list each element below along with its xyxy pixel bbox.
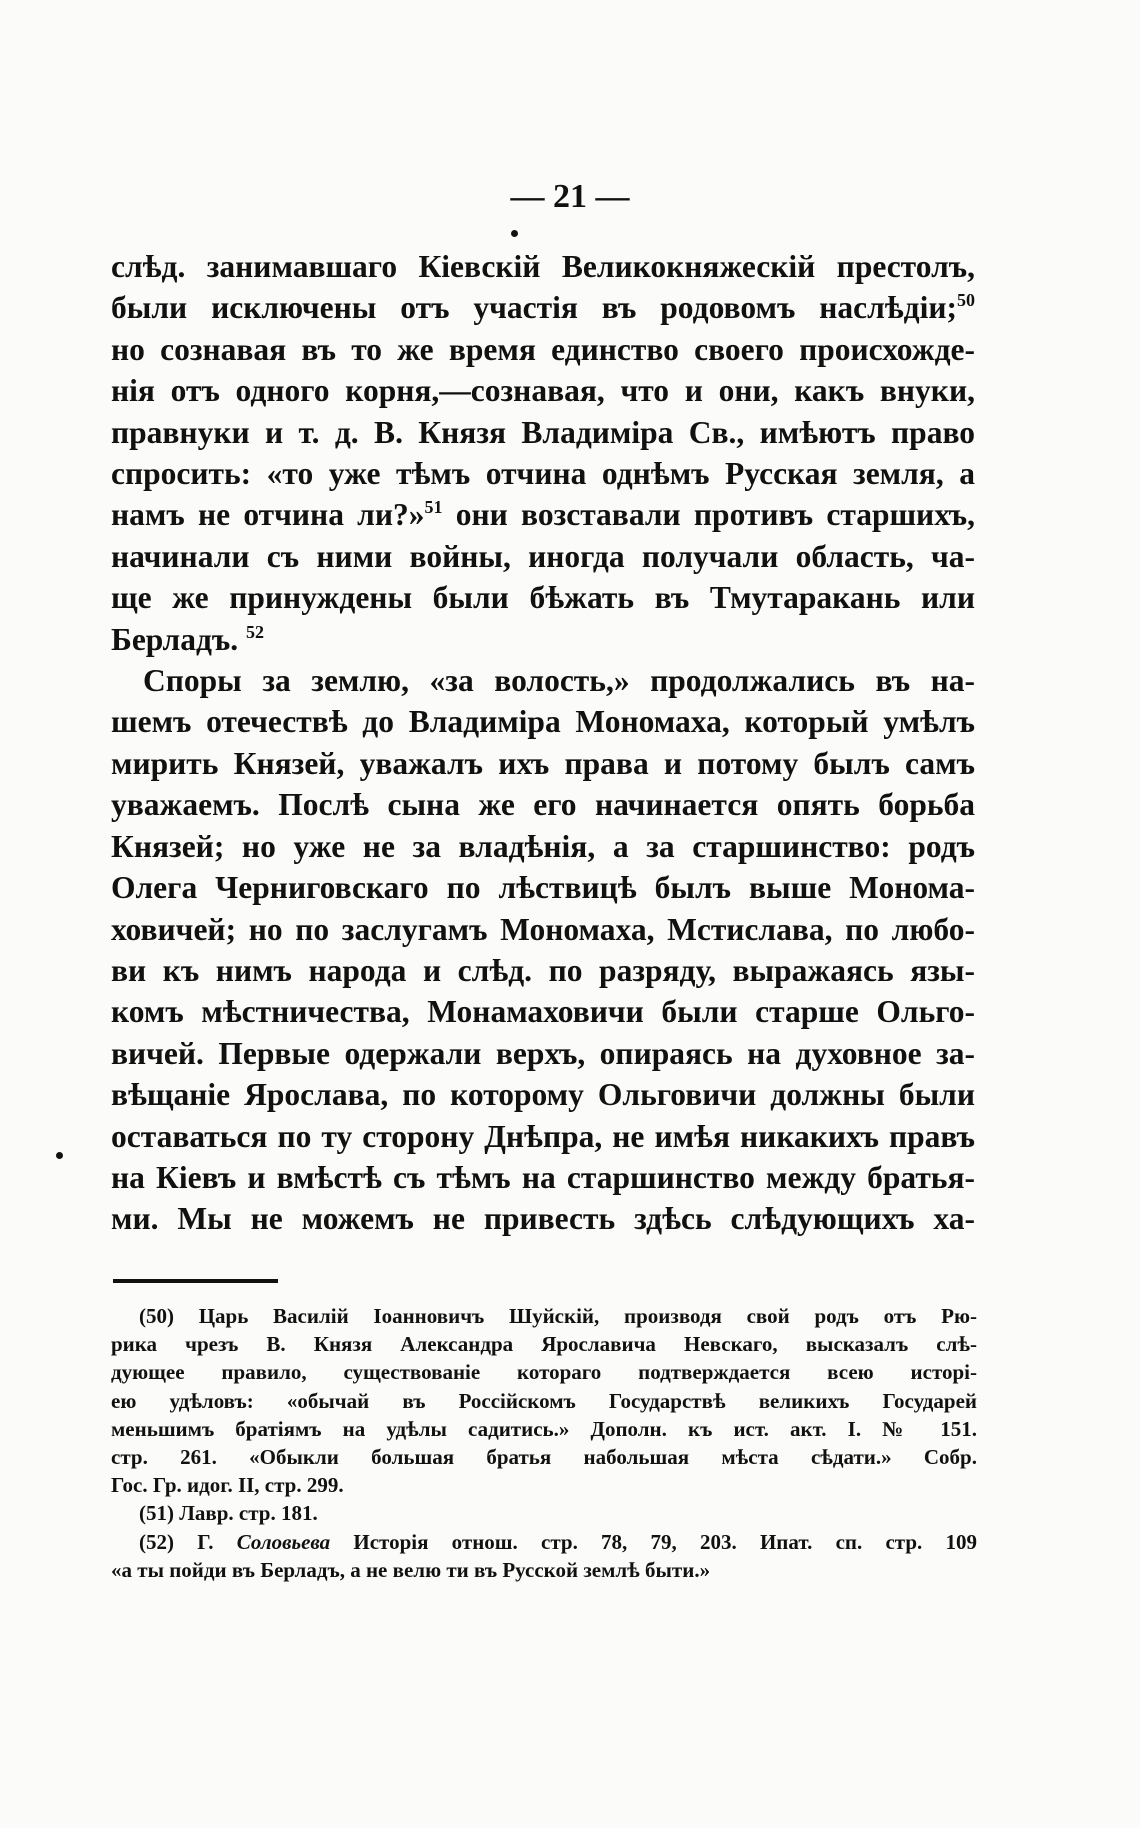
footnote-50-line: дующее правило, существованіе котораго подтверждается всею исторі- bbox=[111, 1360, 977, 1385]
text-line: слѣд. занимавшаго Кіевскій Великокняжескій престолъ, bbox=[111, 249, 975, 284]
print-speck bbox=[511, 230, 518, 237]
text-line: начинали съ ними войны, иногда получали область, ча- bbox=[111, 538, 975, 574]
text-line: оставаться по ту сторону Днѣпра, не имѣя никакихъ правъ bbox=[111, 1118, 975, 1154]
paragraph-start: Споры за землю, «за волость,» продолжались въ на- bbox=[143, 663, 975, 699]
text-line: ви къ нимъ народа и слѣд. по разряду, выражаясь язы- bbox=[111, 952, 975, 988]
text-line: спросить: «то уже тѣмъ отчина однѣмъ Русская земля, а bbox=[111, 456, 975, 492]
page-number: — 21 — bbox=[510, 178, 630, 215]
text-line: ми. Мы не можемъ не привесть здѣсь слѣдующихъ ха- bbox=[111, 1201, 975, 1237]
text-line: мирить Князей, уважалъ ихъ права и потому былъ самъ bbox=[111, 745, 975, 781]
footnote-rule bbox=[113, 1279, 278, 1283]
text-line: Князей; но уже не за владѣнія, а за старшинство: родъ bbox=[111, 828, 975, 864]
footnote-ref-52: 52 bbox=[246, 621, 265, 642]
text-line: вичей. Первые одержали верхъ, опираясь на духовное за- bbox=[111, 1035, 975, 1071]
footnote-50-line: (50) Царь Василій Іоанновичъ Шуйскій, производя свой родъ отъ Рю- bbox=[139, 1304, 977, 1328]
author-name: Соловьева bbox=[236, 1529, 331, 1554]
text-line: намъ не отчина ли?»$^{51}$ они возставали противъ старшихъ, bbox=[111, 497, 975, 533]
footnote-50-line: Гос. Гр. идог. II, стр. 299. bbox=[111, 1473, 344, 1498]
footnotes bbox=[111, 1302, 977, 1584]
margin-speck bbox=[56, 1152, 63, 1159]
footnote-52-line: (52) Г. Соловьева Исторія отнош. стр. 78, 79, 203. Ипат. сп. стр. 109 bbox=[139, 1529, 978, 1554]
footnote-50-line: рика чрезъ В. Князя Александра Ярославича Невскаго, высказалъ слѣ- bbox=[111, 1332, 977, 1357]
text-line: шемъ отечествѣ до Владиміра Мономаха, который умѣлъ bbox=[111, 704, 975, 740]
footnote-50-line: ею удѣловъ: «обычай въ Россійскомъ Государствѣ великихъ Государей bbox=[111, 1388, 977, 1413]
text-line: Берладъ. $^{52}$ bbox=[111, 621, 265, 657]
text-line: ховичей; но по заслугамъ Мономаха, Мстислава, по любо- bbox=[111, 911, 975, 947]
footnote-ref-51: 51 bbox=[424, 497, 443, 518]
text-line: были исключены отъ участія въ родовомъ наслѣдіи;$^{50}$ bbox=[111, 290, 975, 326]
text-line: но сознавая въ то же время единство своего происхожде- bbox=[111, 331, 975, 367]
footnote-50-line: стр. 261. «Обыкли большая братья набольшая мѣста сѣдати.» Собр. bbox=[111, 1445, 977, 1470]
footnote-52-line: «а ты пойди въ Берладъ, а не велю ти въ Русской землѣ быти.» bbox=[111, 1557, 711, 1582]
text-line: комъ мѣстничества, Монамаховичи были старше Ольго- bbox=[111, 994, 975, 1030]
text-line: Олега Черниговскаго по лѣствицѣ былъ выше Монома- bbox=[111, 870, 975, 906]
text-line: на Кіевъ и вмѣстѣ съ тѣмъ на старшинство между братья- bbox=[111, 1159, 975, 1195]
text-line: ще же принуждены были бѣжать въ Тмутаракань или bbox=[111, 580, 975, 616]
footnote-51: (51) Лавр. стр. 181. bbox=[139, 1501, 318, 1526]
footnote-50-line: меньшимъ братіямъ на удѣлы садитись.» Дополн. къ ист. акт. I. № 151. bbox=[111, 1416, 977, 1441]
text-line: вѣщаніе Ярослава, по которому Ольговичи должны были bbox=[111, 1077, 975, 1113]
text-line: уважаемъ. Послѣ сына же его начинается опять борьба bbox=[111, 787, 975, 823]
main-text bbox=[111, 246, 975, 1240]
footnote-ref-50: 50 bbox=[957, 290, 975, 311]
text-line: нія отъ одного корня,—сознавая, что и они, какъ внуки, bbox=[111, 373, 975, 409]
text-line: правнуки и т. д. В. Князя Владиміра Св., имѣютъ право bbox=[111, 414, 975, 450]
